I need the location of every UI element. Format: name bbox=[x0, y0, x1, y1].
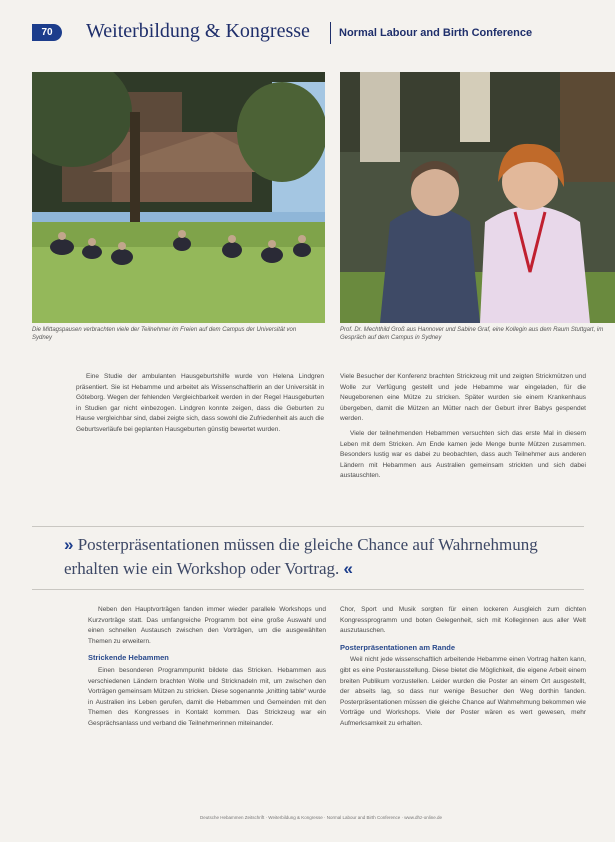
article-column-lower-left bbox=[88, 605, 326, 734]
paragraph: Chor, Sport und Musik sorgten für einen lockeren Ausgleich zum dichten Kongressprogramm und boten Gelegenheit, sich mit Kolleginnen aus aller Welt auszutauschen. bbox=[340, 606, 586, 635]
pull-quote-rule-bottom bbox=[32, 589, 584, 590]
paragraph: Viele der teilnehmenden Hebammen versuchten sich das erste Mal in diesem Leben mit dem Stricken. Am Ende kamen jede Menge bunte Mützen zusammen. Besonders lustig war es dabei zu beobachten, dass auch Teilnehmer aus anderen Ländern mit Hebammen aus Australien gemeinsam strickten und sich dabei austauschten. bbox=[340, 429, 586, 480]
photo-campus-lawn bbox=[32, 72, 325, 323]
page-number-badge: 70 bbox=[32, 24, 62, 41]
paragraph: Einen besonderen Programmpunkt bildete das Stricken. Hebammen aus verschiedenen Ländern brachten Wolle und Stricknadeln mit, um zwischen den Vorträgen gemeinsam Mützen zu stricken. Diese sogenannte „knitting table“ wurde in Australien ins Leben gerufen, damit die Hebammen und Gemeinden mit den Themen des Kongresses in Kontakt kommen. Das Strickzeug war ein Gesprächsanlass und verband die Teilnehmerinnen miteinander. bbox=[88, 666, 326, 727]
photo-caption-right: Prof. Dr. Mechthild Groß aus Hannover und Sabine Graf, eine Kollegin aus dem Raum Stuttgart, im Gespräch auf dem Campus in Sydney bbox=[340, 327, 604, 341]
article-column-upper-right bbox=[340, 372, 586, 486]
pull-quote-rule-top bbox=[32, 526, 584, 527]
pull-quote bbox=[64, 533, 584, 581]
quote-open-mark: » bbox=[64, 535, 74, 554]
paragraph: Weil nicht jede wissenschaftlich arbeitende Hebamme einen Vortrag halten kann, gibt es eine Posterausstellung. Diese bietet die Möglichkeit, die eigene Arbeit einem breiten Publikum vorzustellen. Leider wurden die Poster an einem Ort ausgestellt, der abseits lag, so dass nur wenige Besucher den Weg dorthin fanden. Posterpräsentationen müssen die gleiche Chance auf Wahrnehmung bekommen wie Vorträge und Workshops. Viele der Poster wären es wert gewesen, mehr Aufmerksamkeit zu erhalten. bbox=[340, 656, 586, 727]
pull-quote-text: Posterpräsentationen müssen die gleiche Chance auf Wahrnehmung erhalten wie ein Workshop oder Vortrag. bbox=[64, 535, 538, 578]
paragraph: Neben den Hauptvorträgen fanden immer wieder parallele Workshops und Kurzvorträge statt. Das umfangreiche Programm bot eine große Auswahl und einen schnellen Austausch zwischen den Vorträgen, um die ausgewählten Themen zu erweitern. bbox=[88, 606, 326, 645]
quote-close-mark: « bbox=[343, 559, 354, 578]
paragraph: Viele Besucher der Konferenz brachten Strickzeug mit und zeigten Strickmützen und Wolle zur Verfügung gestellt und jede Hebamme war eingeladen, für die Neugeborenen eine Mütze zu stricken. Später wurden sie einem Krankenhaus übergeben, damit die Mützen an Mütter nach der Geburt ihrer Babys gespendet werden. bbox=[340, 373, 586, 423]
subheading: Posterpräsentationen am Rande bbox=[340, 642, 456, 652]
section-title: Weiterbildung & Kongresse bbox=[86, 20, 310, 42]
article-column-upper-left bbox=[76, 372, 324, 440]
paragraph: Eine Studie der ambulanten Hausgeburtshilfe wurde von Helena Lindgren präsentiert. Sie ist Hebamme und arbeitet als Wissenschaftlerin an der Universität in Göteborg. Wegen der fehlenden Vergleichbarkeit werden in der Regel Hausgeburten in Studien gar nicht einbezogen. Lindgren konnte zeigen, dass die Geburten zu Hause vergleichbar sind, dabei zeigte sich, dass sowohl die Zufriedenheit als auch die Geburtsverläufe bei geplanten Hausgeburten günstig bewertet wurden. bbox=[76, 373, 324, 433]
photo-two-women bbox=[340, 72, 615, 323]
article-topic: Normal Labour and Birth Conference bbox=[339, 27, 533, 39]
photo-caption-left: Die Mittagspausen verbrachten viele der Teilnehmer im Freien auf dem Campus der Universität von Sydney bbox=[32, 327, 297, 341]
article-column-lower-right bbox=[340, 605, 586, 734]
header-divider bbox=[330, 22, 331, 44]
page-footer: Deutsche Hebammen Zeitschrift · Weiterbildung & Kongresse · Normal Labour and Birth Conference · www.dhz-online.de bbox=[200, 815, 443, 820]
subheading: Strickende Hebammen bbox=[88, 653, 169, 663]
